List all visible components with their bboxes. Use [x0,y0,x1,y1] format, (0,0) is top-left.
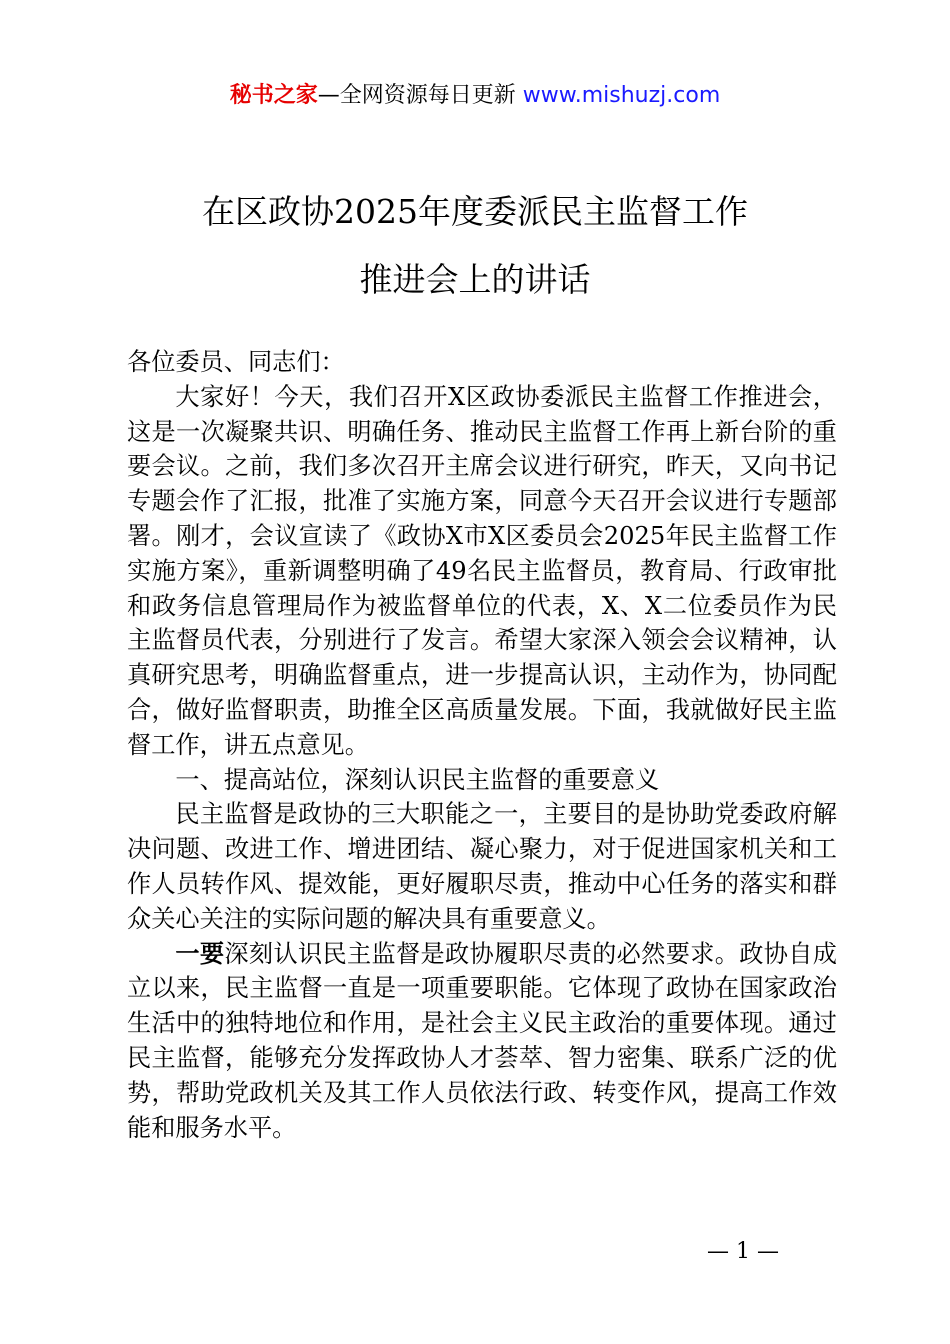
paragraph-lead-term: 一要 [175,938,225,968]
header-tagline: —全网资源每日更新 [317,83,523,108]
paragraph-democratic-supervision: 民主监督是政协的三大职能之一，主要目的是协助党委政府解决问题、改进工作、增进团结、凝心聚力，对于促进国家机关和工作人员转作风、提效能，更好履职尽责，推动中心任务的落实和群众关心关注的实际问题的解决具有重要意义。 [127,800,837,933]
paragraph-first-requirement [127,937,837,1146]
paragraph-opening: 大家好！今天，我们召开X区政协委派民主监督工作推进会，这是一次凝聚共识、明确任务、推动民主监督工作再上新台阶的重要会议。之前，我们多次召开主席会议进行研究，昨天，又向书记专题会作了汇报，批准了实施方案，同意今天召开会议进行专题部署。刚才，会议宣读了《政协X市X区委员会2025年民主监督工作实施方案》，重新调整明确了49名民主监督员，教育局、行政审批和政务信息管理局作为被监督单位的代表，X、X二位委员作为民主监督员代表，分别进行了发言。希望大家深入领会会议精神，认真研究思考，明确监督重点，进一步提高认识，主动作为，协同配合，做好监督职责，助推全区高质量发展。下面，我就做好民主监督工作，讲五点意见。 [127,382,837,759]
document-body [127,345,837,1145]
site-url[interactable]: www.mishuzj.com [522,83,721,108]
brand-name: 秘书之家 [229,83,318,108]
salutation: 各位委员、同志们： [127,348,345,376]
site-header [0,80,950,112]
paragraph-first-requirement-text: 深刻认识民主监督是政协履职尽责的必然要求。政协自成立以来，民主监督一直是一项重要职能。它体现了政协在国家政治生活中的独特地位和作用，是社会主义民主政治的重要体现。通过民主监督，能够充分发挥政协人才荟萃、智力密集、联系广泛的优势，帮助党政机关及其工作人员依法行政、转变作风，提高工作效能和服务水平。 [127,939,837,1142]
document-title-line-2: 推进会上的讲话 [359,260,591,299]
page-number: — 1 — [707,1239,779,1264]
section-heading-1: 一、提高站位，深刻认识民主监督的重要意义 [175,765,660,794]
document-title-line-1: 在区政协2025年度委派民主监督工作 [202,192,748,231]
